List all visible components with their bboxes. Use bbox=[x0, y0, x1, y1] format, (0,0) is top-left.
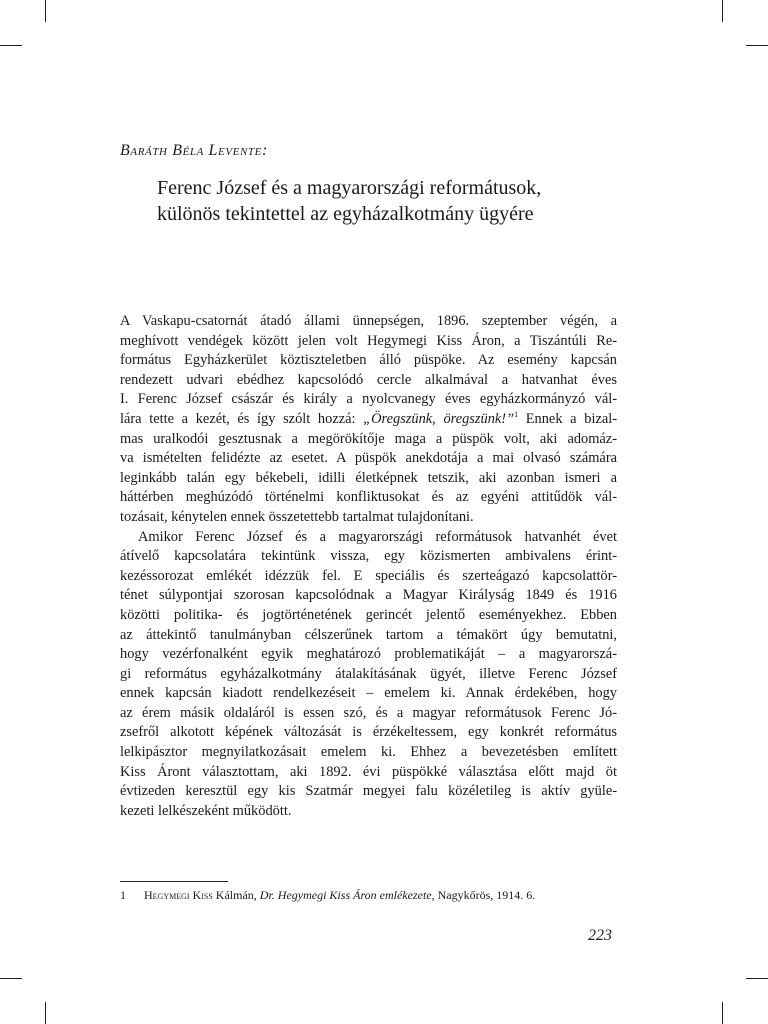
text-line: ennek kapcsán kiadott rendelkezéseit – emelem ki. Annak érdekében, hogy bbox=[120, 685, 617, 702]
footnote-ref[interactable]: 1 bbox=[514, 410, 519, 420]
footnote-divider bbox=[120, 881, 228, 882]
text-line: formátus Egyházkerület köztiszteletben álló püspöke. Az esemény kapcsán bbox=[120, 352, 617, 369]
text-line: az áttekintő tanulmányban célszerűnek tartom a témakört úgy bemutatni, bbox=[120, 626, 617, 643]
crop-mark-top-right bbox=[722, 0, 723, 22]
text-line: I. Ferenc József császár és király a nyolcvanegy éves egyházkormányzó vál- bbox=[120, 391, 617, 408]
crop-mark-left-bottom bbox=[0, 978, 22, 979]
text-line bbox=[120, 410, 617, 430]
text-line: háttérben meghúzódó történelmi konfliktusokat és az egyéni attitűdök vál- bbox=[120, 489, 617, 506]
crop-mark-bottom-right bbox=[722, 1002, 723, 1024]
crop-mark-left-top bbox=[0, 45, 22, 46]
title-line: Ferenc József és a magyarországi reformátusok, bbox=[157, 177, 542, 199]
text-line: hogy vezérfonalként egyik meghatározó problematikáját – a magyarorszá- bbox=[120, 646, 617, 663]
paragraph-2 bbox=[120, 528, 617, 822]
footnote-work-title: Dr. Hegymegi Kiss Áron emlékezete, bbox=[259, 888, 435, 902]
text-line: meghívott vendégek között jelen volt Hegymegi Kiss Áron, a Tiszántúli Re- bbox=[120, 332, 617, 349]
crop-mark-right-bottom bbox=[746, 978, 768, 979]
text-line: mas uralkodói gesztusnak a megörökítője maga a püspök volt, aki adomáz- bbox=[120, 430, 617, 447]
text-line: kezeti lelkészeként működött. bbox=[120, 802, 292, 819]
text-line: gi református egyházalkotmány átalakításának ügyét, illetve Ferenc József bbox=[120, 665, 617, 682]
text-segment: Ennek a bizal- bbox=[518, 410, 617, 427]
text-line: az érem másik oldaláról is essen szó, és a magyar reformátusok Ferenc Jó- bbox=[120, 704, 617, 721]
crop-mark-bottom-left bbox=[45, 1002, 46, 1024]
footnote bbox=[120, 888, 535, 903]
text-line: évtizeden keresztül egy kis Szatmár megyei falu közéletileg is aktív gyüle- bbox=[120, 783, 617, 800]
text-line: lelkipásztor megnyilatkozásait emelem ki. Ehhez a bevezetésben említett bbox=[120, 744, 617, 761]
crop-mark-right-top bbox=[746, 45, 768, 46]
text-line: ténet súlypontjai szorosan kapcsolódnak a Magyar Királyság 1849 és 1916 bbox=[120, 587, 617, 604]
text-line: leginkább talán egy békebeli, idilli életképnek tetszik, aki azonban ismeri a bbox=[120, 469, 617, 486]
text-line: átívelő kapcsolatára tekintünk vissza, egy közismerten ambivalens érint- bbox=[120, 548, 617, 565]
text-line: zsefről alkotott képének változását is érzékeltessem, egy konkrét református bbox=[120, 724, 617, 741]
title-line: különös tekintettel az egyházalkotmány ügyére bbox=[157, 203, 534, 225]
footnote-author-surname: Hegymegi Kiss bbox=[144, 888, 213, 902]
article-title bbox=[157, 175, 627, 227]
article-body bbox=[120, 312, 617, 821]
text-line: A Vaskapu-csatornát átadó állami ünnepségen, 1896. szeptember végén, a bbox=[120, 313, 617, 329]
text-line: Amikor Ferenc József és a magyarországi reformátusok hatvanhét évet bbox=[138, 528, 617, 545]
text-line: közötti politika- és jogtörténetének gerincét jelentő eseményekhez. Ebben bbox=[120, 606, 617, 623]
page-number: 223 bbox=[588, 927, 612, 944]
quote: „Öregszünk, öregszünk!” bbox=[363, 410, 515, 427]
text-segment: lára tette a kezét, és így szólt hozzá: bbox=[120, 410, 364, 427]
footnote-publication: Nagykőrös, 1914. 6. bbox=[434, 888, 536, 902]
text-line: tozásait, kénytelen ennek összetettebb tartalmat tulajdonítani. bbox=[120, 508, 474, 525]
text-line: Kiss Áront választottam, aki 1892. évi püspökké választása előtt majd öt bbox=[120, 763, 617, 780]
footnote-author-given: Kálmán, bbox=[212, 888, 260, 902]
author-name: Baráth Béla Levente: bbox=[120, 142, 268, 159]
text-line: va ismételten felidézte az esetet. A püspök anekdotája a mai olvasó számára bbox=[120, 450, 617, 467]
text-line: kezéssorozat emlékét idézzük fel. E speciális és szerteágazó kapcsolattör- bbox=[120, 567, 617, 584]
text-line: rendezett udvari ebédhez kapcsolódó cercle alkalmával a hatvanhat éves bbox=[120, 371, 617, 388]
crop-mark-top-left bbox=[45, 0, 46, 22]
footnote-number: 1 bbox=[120, 888, 126, 902]
paragraph-1 bbox=[120, 312, 617, 528]
